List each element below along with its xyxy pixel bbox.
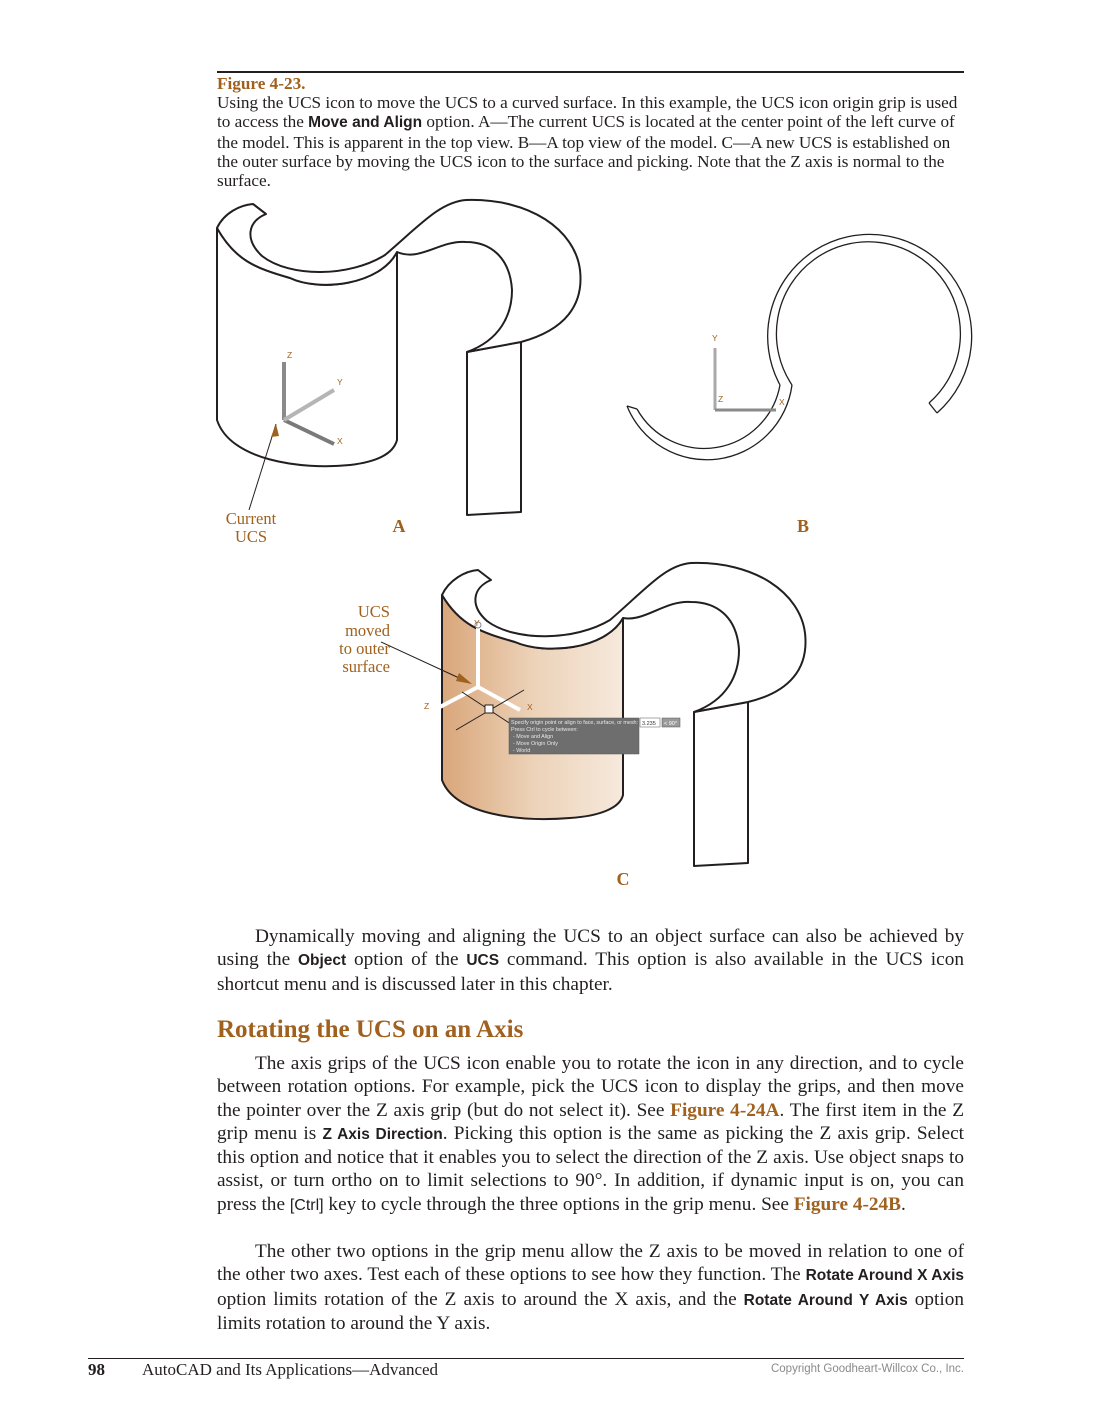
view-a-z-label: Z bbox=[287, 350, 293, 360]
book-title: AutoCAD and Its Applications—Advanced bbox=[142, 1360, 439, 1379]
xref-figure-4-24a[interactable]: Figure 4-24A bbox=[670, 1099, 780, 1121]
view-b-upper-arc-inner bbox=[776, 242, 960, 403]
view-b-model bbox=[627, 234, 972, 459]
view-a-y-label: Y bbox=[337, 377, 343, 387]
view-a-x-label: X bbox=[337, 436, 343, 446]
view-c-label: C bbox=[616, 869, 630, 889]
callout-moved-line4: surface bbox=[342, 657, 390, 676]
caption-text-2: option. A—The current UCS is located at the center point of the left curve of the model. This is apparent in the top view. B—A top view of the model. C—A new UCS is established on the outer surface by moving the UCS icon to the surface and picking. Note that the Z axis is normal to the surface. bbox=[217, 112, 955, 191]
paragraph-axis-grips bbox=[217, 1052, 964, 1217]
paragraph-grip-options bbox=[217, 1240, 964, 1335]
p1-command-object: Object bbox=[297, 952, 347, 970]
p2-command-z-axis-direction: Z Axis Direction bbox=[322, 1125, 443, 1143]
view-b-lower-arc-inner bbox=[637, 385, 780, 448]
section-heading: Rotating the UCS on an Axis bbox=[217, 1016, 524, 1043]
footer-rule bbox=[88, 1358, 964, 1359]
tooltip-line2: Press Ctrl to cycle between: bbox=[511, 727, 578, 733]
view-b-x-label: X bbox=[779, 397, 785, 407]
p2-key-ctrl: [Ctrl] bbox=[289, 1196, 324, 1214]
view-b-label: B bbox=[796, 516, 810, 536]
tooltip-angle: < 90° bbox=[664, 721, 678, 727]
p3-command-rotate-x: Rotate Around X Axis bbox=[805, 1267, 965, 1285]
paragraph-object-option bbox=[217, 925, 964, 996]
p3-text-3: option limits rotation to around the Y axis. bbox=[217, 1288, 964, 1334]
view-b-y-label: Y bbox=[712, 333, 718, 343]
p2-text-4: key to cycle through the three options in the grip menu. See bbox=[323, 1193, 794, 1215]
view-c-z-label: Z bbox=[424, 701, 430, 711]
view-c-y-label: Y bbox=[474, 618, 480, 628]
caption-text-1: Using the UCS icon to move the UCS to a curved surface. In this example, the UCS icon origin grip is used to access the bbox=[217, 93, 958, 132]
view-b-z-label: Z bbox=[718, 394, 724, 404]
p1-text-2: option of the bbox=[346, 949, 467, 971]
tooltip-value: 3.235 bbox=[642, 721, 656, 727]
view-b-upper-arc-outer bbox=[768, 234, 972, 413]
view-a-label: A bbox=[392, 516, 406, 536]
p2-text-3: . Picking this option is the same as picking the Z axis grip. Select this option and notice that it enables you to select the direction of the Z axis. Use object snaps to assist, or turn ortho on to limit selections to 90°. In addition, if dynamic input is on, you can press the bbox=[217, 1122, 964, 1215]
p1-text-3: command. This option is also available in the UCS icon shortcut menu and is discussed later in this chapter. bbox=[217, 949, 964, 995]
view-a-model bbox=[217, 200, 581, 515]
p1-text-1: Dynamically moving and aligning the UCS to an object surface can also be achieved by using the bbox=[217, 926, 964, 971]
copyright-notice: Copyright Goodheart-Willcox Co., Inc. bbox=[770, 1363, 964, 1375]
callout-moved-line1: UCS bbox=[357, 602, 390, 621]
tooltip-line1: Specify origin point or align to face, surface, or mesh: bbox=[511, 720, 639, 726]
page-number: 98 bbox=[88, 1360, 105, 1379]
callout-moved-line2: moved bbox=[345, 621, 390, 640]
p2-text-5: . bbox=[901, 1193, 906, 1215]
xref-figure-4-24b[interactable]: Figure 4-24B bbox=[793, 1193, 902, 1215]
view-c-right-front-wall bbox=[694, 702, 748, 866]
caption-command: Move and Align bbox=[308, 114, 423, 132]
tooltip-line3: - Move and Align bbox=[513, 734, 554, 740]
tooltip-line5: - World bbox=[513, 748, 531, 754]
p2-text-2: . The first item in the Z grip menu is bbox=[217, 1099, 964, 1144]
p3-text-1: The other two options in the grip menu allow the Z axis to be moved in relation to one of the other two axes. Test each of these options to see how they function. The bbox=[217, 1241, 964, 1286]
view-a-right-front-wall bbox=[467, 342, 521, 515]
tooltip-line4: - Move Origin Only bbox=[513, 741, 558, 747]
callout-current-ucs-line2: UCS bbox=[234, 527, 268, 546]
callout-current-ucs-line1: Current bbox=[225, 509, 277, 528]
dynamic-input-tooltip bbox=[509, 718, 680, 754]
p2-text-1: The axis grips of the UCS icon enable you to rotate the icon in any direction, and to cycle between rotation options. For example, pick the UCS icon to display the grips, and then move the pointer over the Z axis grip (but do not select it). See bbox=[217, 1053, 964, 1121]
p3-text-2: option limits rotation of the Z axis to around the X axis, and the bbox=[217, 1288, 744, 1310]
view-c-x-label: X bbox=[527, 702, 533, 712]
p1-command-ucs: UCS bbox=[466, 952, 500, 970]
callout-moved-line3: to outer bbox=[339, 639, 390, 658]
p3-command-rotate-y: Rotate Around Y Axis bbox=[743, 1291, 908, 1309]
figure-title: Figure 4-23. bbox=[217, 74, 306, 93]
